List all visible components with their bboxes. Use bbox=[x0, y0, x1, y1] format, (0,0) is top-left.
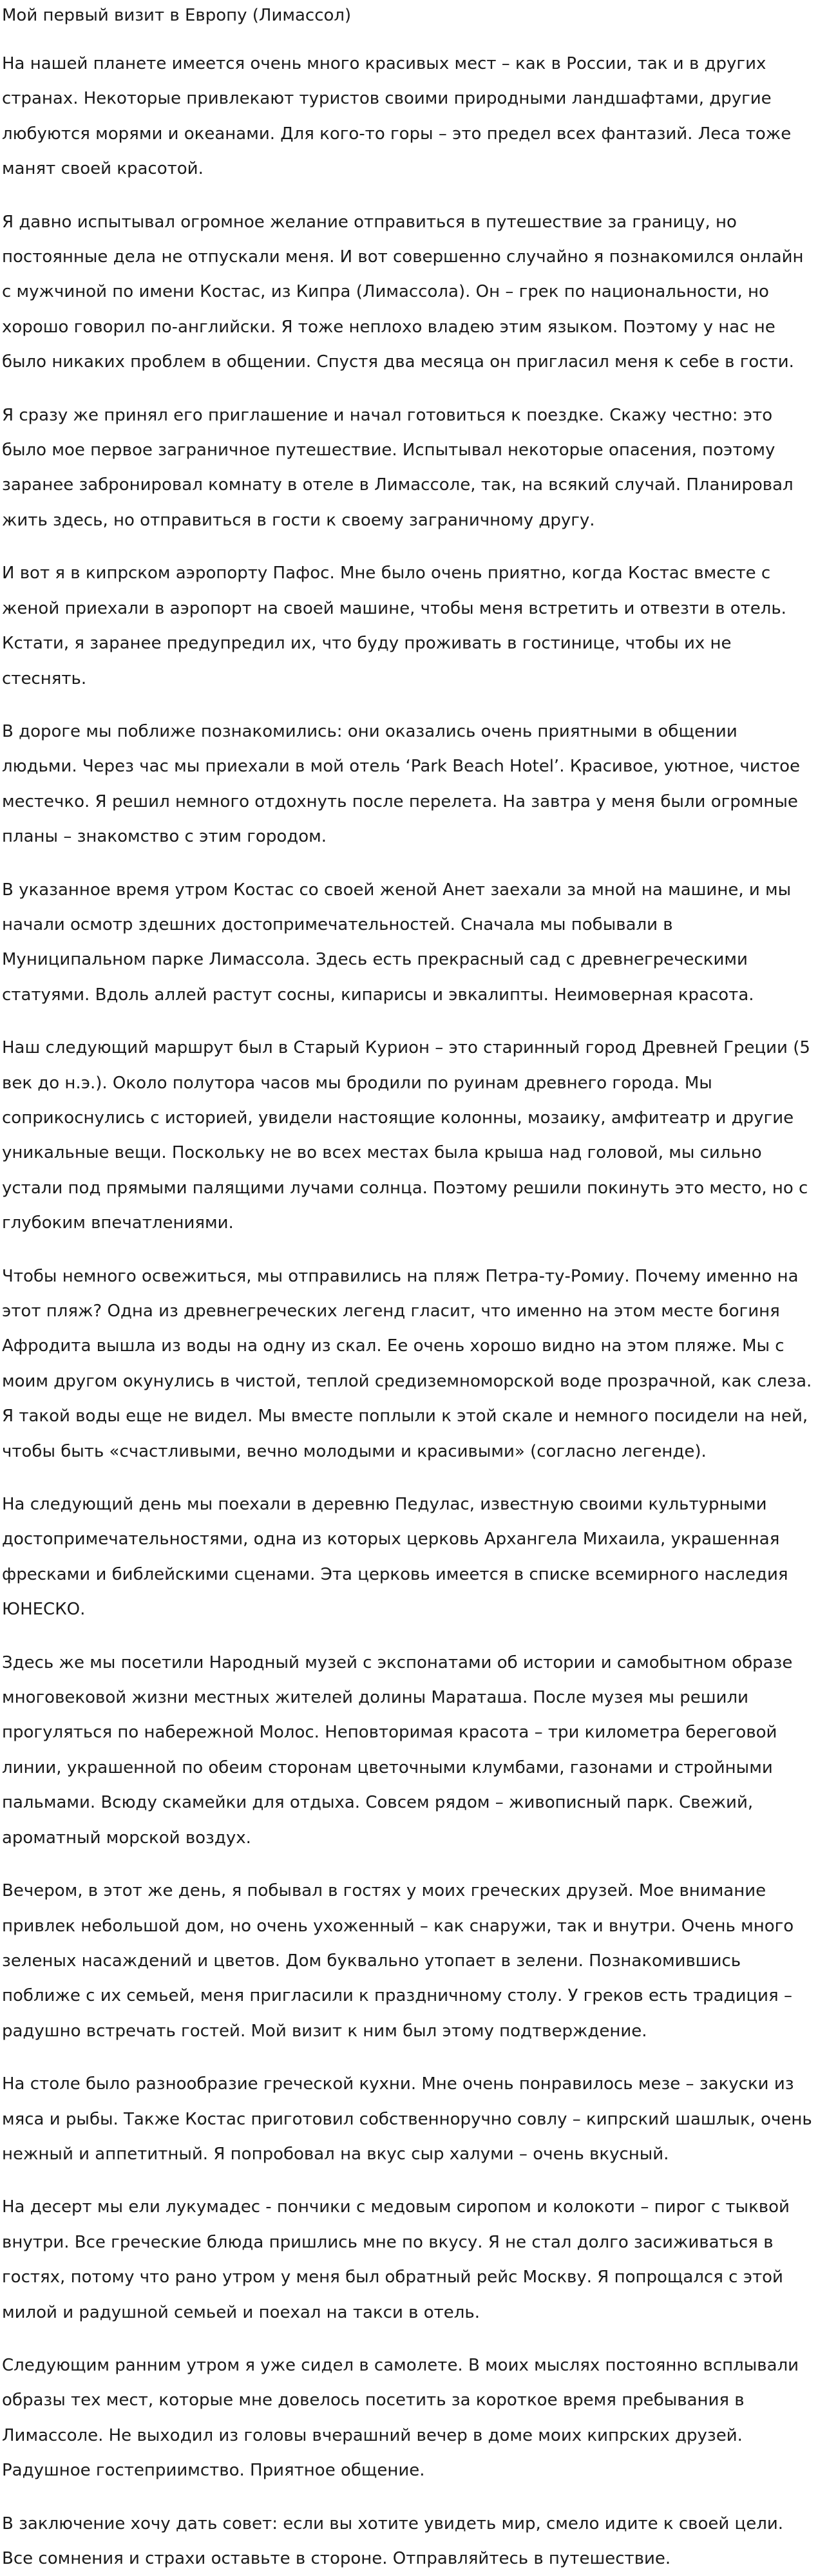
paragraph-10: Здесь же мы посетили Народный музей с экспонатами об истории и самобытном образе многовековой жизни местных жителей долины Мараташа. После музея мы решили прогуляться по набережной Молос. Неповторимая красота – три километра береговой линии, украшенной по обеим сторонам цветочными клумбами, газонами и стройными пальмами. Всюду скамейки для отдыха. Совсем рядом – живописный парк. Свежий, ароматный морской воздух. bbox=[2, 1653, 793, 1848]
paragraph-8: Чтобы немного освежиться, мы отправились на пляж Петра-ту-Ромиу. Почему именно на этот пляж? Одна из древнегреческих легенд гласит, что именно на этом месте богиня Афродита вышла из воды на одну из скал. Ее очень хорошо видно на этом пляже. Мы с моим другом окунулись в чистой, теплой средиземноморской воде прозрачной, как слеза. Я такой воды еще не видел. Мы вместе поплыли к этой скале и немного посидели на ней, чтобы быть «счастливыми, вечно молодыми и красивыми» (согласно легенде). bbox=[2, 1266, 812, 1461]
paragraph-14: Следующим ранним утром я уже сидел в самолете. В моих мыслях постоянно всплывали образы тех мест, которые мне довелось посетить за короткое время пребывания в Лимассоле. Не выходил из головы вчерашний вечер в доме моих кипрских друзей. Радушное гостеприимство. Приятное общение. bbox=[2, 2355, 799, 2481]
paragraph-13: На десерт мы ели лукумадес - пончики с медовым сиропом и колокоти – пирог с тыквой внутри. Все греческие блюда пришлись мне по вкусу. Я не стал долго засиживаться в гостях, потому что рано утром у меня был обратный рейс Москву. Я попрощался с этой милой и радушной семьей и поехал на такси в отель. bbox=[2, 2197, 790, 2322]
paragraph-5: В дороге мы поближе познакомились: они оказались очень приятными в общении людьми. Через час мы приехали в мой отель ‘Park Beach Hotel’. Красивое, уютное, чистое местечко. Я решил немного отдохнуть после перелета. На завтра у меня были огромные планы – знакомство с этим городом. bbox=[2, 721, 801, 847]
paragraph-15: В заключение хочу дать совет: если вы хотите увидеть мир, смело идите к своей цели. Все сомнения и страхи оставьте в стороне. Отправляйтесь в путешествие. bbox=[2, 2514, 784, 2568]
paragraph-11: Вечером, в этот же день, я побывал в гостях у моих греческих друзей. Мое внимание привлек небольшой дом, но очень ухоженный – как снаружи, так и внутри. Очень много зеленых насаждений и цветов. Дом буквально утопает в зелени. Познакомившись поближе с их семьей, меня пригласили к праздничному столу. У греков есть традиция – радушно встречать гостей. Мой визит к ним был этому подтверждение. bbox=[2, 1881, 794, 2041]
paragraph-6: В указанное время утром Костас со своей женой Анет заехали за мной на машине, и мы начали осмотр здешних достопримечательностей. Сначала мы побывали в Муниципальном парке Лимассола. Здесь есть прекрасный сад с древнегреческими статуями. Вдоль аллей растут сосны, кипарисы и эвкалипты. Неимоверная красота. bbox=[2, 880, 792, 1005]
paragraph-4: И вот я в кипрском аэропорту Пафос. Мне было очень приятно, когда Костас вместе с женой приехали в аэропорт на своей машине, чтобы меня встретить и отвезти в отель. Кстати, я заранее предупредил их, что буду проживать в гостинице, чтобы их не стеснять. bbox=[2, 564, 786, 688]
paragraph-1: На нашей планете имеется очень много красивых мест – как в России, так и в других странах. Некоторые привлекают туристов своими природными ландшафтами, другие любуются морями и океанами. Для кого-то горы – это предел всех фантазий. Леса тоже манят своей красотой. bbox=[2, 54, 792, 179]
article-title: Мой первый визит в Европу (Лимассол) bbox=[2, 6, 352, 25]
paragraph-3: Я сразу же принял его приглашение и начал готовиться к поездке. Скажу честно: это было мое первое заграничное путешествие. Испытывал некоторые опасения, поэтому заранее забронировал комнату в отеле в Лимассоле, так, на всякий случай. Планировал жить здесь, но отправиться в гости к своему заграничному другу. bbox=[2, 405, 794, 530]
paragraph-12: На столе было разнообразие греческой кухни. Мне очень понравилось мезе – закуски из мяса и рыбы. Также Костас приготовил собственноручно совлу – кипрский шашлык, очень нежный и аппетитный. Я попробовал на вкус сыр халуми – очень вкусный. bbox=[2, 2074, 812, 2164]
paragraph-7: Наш следующий маршрут был в Старый Курион – это старинный город Древней Греции (5 век до н.э.). Около полутора часов мы бродили по руинам древнего города. Мы соприкоснулись с историей, увидели настоящие колонны, мозаику, амфитеатр и другие уникальные вещи. Поскольку не во всех местах была крыша над головой, мы сильно устали под прямыми палящими лучами солнца. Поэтому решили покинуть это место, но с глубоким впечатлениями. bbox=[2, 1038, 810, 1233]
paragraph-2: Я давно испытывал огромное желание отправиться в путешествие за границу, но постоянные дела не отпускали меня. И вот совершенно случайно я познакомился онлайн с мужчиной по имени Костас, из Кипра (Лимассола). Он – грек по национальности, но хорошо говорил по-английски. Я тоже неплохо владею этим языком. Поэтому у нас не было никаких проблем в общении. Спустя два месяца он пригласил меня к себе в гости. bbox=[2, 212, 804, 372]
paragraph-9: На следующий день мы поехали в деревню Педулас, известную своими культурными достопримечательностями, одна из которых церковь Архангела Михаила, украшенная фресками и библейскими сценами. Эта церковь имеется в списке всемирного наследия ЮНЕСКО. bbox=[2, 1495, 788, 1620]
